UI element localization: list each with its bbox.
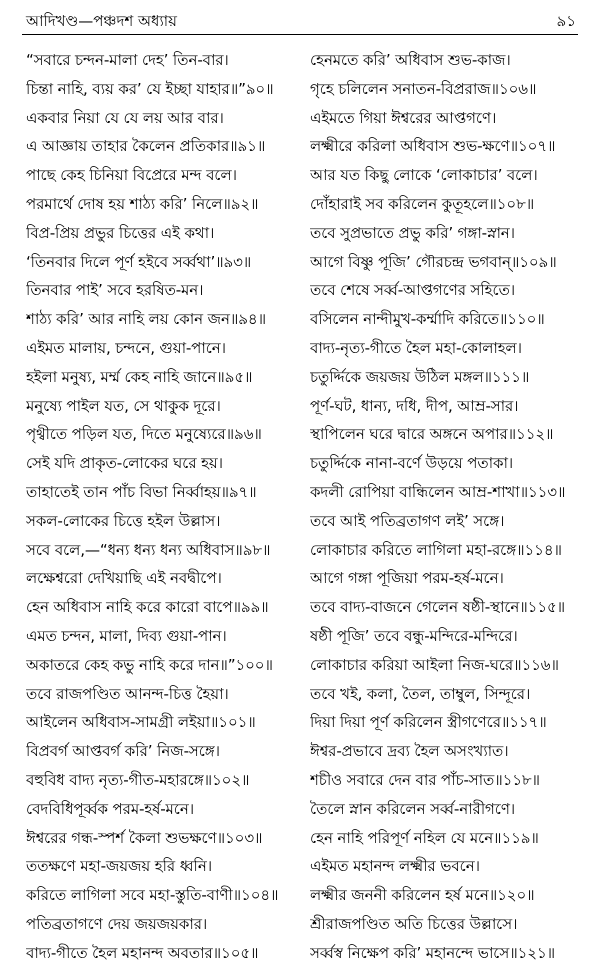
verse-line: চিন্তা নাহি, ব্যয় কর’ যে ইচ্ছা যাহার॥”৯০॥ [26,79,274,98]
verse-line: পৃথ্বীতে পড়িল যত, দিতে মনুষ্যেরে॥৯৬॥ [26,425,262,444]
verse-line: সকল-লোকের চিত্তে হইল উল্লাস। [26,511,221,530]
verse-line: এমত চন্দন, মালা, দিব্য গুয়া-পান। [26,626,227,645]
verse-line: লোকাচার করিতে লাগিলা মহা-রঙ্গে॥১১৪॥ [310,540,562,559]
verse-line: বাদ্য-গীতে হৈল মহানন্দ অবতার॥১০৫॥ [26,943,259,962]
verse-line: আগে গঙ্গা পূজিয়া পরম-হর্ষ-মনে। [310,569,504,588]
verse-line: এইমতে গিয়া ঈশ্বরের আপ্তগণে। [310,108,497,127]
verse-line: ঈশ্বরের গন্ধ-স্পর্শ কৈলা শুভক্ষণে॥১০৩॥ [26,828,263,847]
verse-line: সেই যদি প্রাকৃত-লোকের ঘরে হয়। [26,454,223,473]
verse-line: বসিলেন নান্দীমুখ-কর্ম্মাদি করিতে॥১১০॥ [310,310,545,329]
page-number: ৯১ [556,12,576,30]
verse-line: দোঁহারাই সব করিলেন কুতূহলে॥১০৮॥ [310,194,535,213]
verse-line: তবে রাজপণ্ডিত আনন্দ-চিত্ত হৈয়া। [26,684,229,703]
page-header [22,8,578,35]
verse-line: তবে বাদ্য-বাজনে গেলেন ষষ্ঠী-স্থানে॥১১৫॥ [310,598,566,617]
verse-line: পরমার্থে দোষ হয় শাঠ্য করি’ নিলে॥৯২॥ [26,194,259,213]
verse-line: এ আজ্ঞায় তাহার কৈলেন প্রতিকার॥৯১॥ [26,137,266,156]
verse-line: লক্ষ্মীরে করিলা অধিবাস শুভ-ক্ষণে॥১০৭॥ [310,137,556,156]
verse-line: বেদবিধিপূর্ব্বক পরম-হর্ষ-মনে। [26,799,194,818]
left-column [26,46,296,968]
verse-line: পূর্ণ-ঘট, ধান্য, দধি, দীপ, আম্র-সার। [310,396,519,415]
verse-line: আইলেন অধিবাস-সামগ্রী লইয়া॥১০১॥ [26,713,256,732]
verse-line: এইমত মহানন্দ লক্ষ্মীর ভবনে। [310,857,480,876]
verse-line: লোকাচার করিয়া আইলা নিজ-ঘরে॥১১৬॥ [310,655,559,674]
right-column [310,46,590,968]
verse-line: পতিব্রতাগণে দেয় জয়জয়কার। [26,914,208,933]
verse-line: কদলী রোপিয়া বান্ধিলেন আম্র-শাখা॥১১৩॥ [310,482,566,501]
verse-line: তিনবার পাই’ সবে হরষিত-মন। [26,281,204,300]
verse-line: বিপ্রবর্গ আপ্তবর্গ করি’ নিজ-সঙ্গে। [26,742,220,761]
verse-line: তবে সুপ্রভাতে প্রভু করি’ গঙ্গা-স্নান। [310,223,515,242]
verse-line: পাছে কেহ চিনিয়া বিপ্রেরে মন্দ বলে। [26,166,237,185]
verse-line: আর যত কিছু লোকে ‘লোকাচার’ বলে। [310,166,538,185]
verse-line: তবে শেষে সর্ব্ব-আপ্তগণের সহিতে। [310,281,515,300]
verse-line: মনুষ্যে পাইল যত, সে থাকুক দূরে। [26,396,221,415]
verse-line: সবে বলে,—“ধন্য ধন্য ধন্য অধিবাস॥৯৮॥ [26,540,271,559]
verse-line: করিতে লাগিলা সবে মহা-স্তুতি-বাণী॥১০৪॥ [26,886,279,905]
verse-line: লক্ষেশ্বরো দেখিয়াছি এই নবদ্বীপে। [26,569,222,588]
verse-line: এইমত মালায়, চন্দনে, গুয়া-পানে। [26,338,226,357]
verse-line: একবার নিয়া যে যে লয় আর বার। [26,108,224,127]
verse-line: লক্ষ্মীর জননী করিলেন হর্ষ মনে॥১২০॥ [310,886,535,905]
verse-line: চতুর্দ্দিকে নানা-বর্ণে উড়য়ে পতাকা। [310,454,514,473]
verse-line: আগে বিষ্ণু পূজি’ গৌরচন্দ্র ভগবান্॥১০৯॥ [310,252,557,271]
verse-line: গৃহে চলিলেন সনাতন-বিপ্ররাজ॥১০৬॥ [310,79,537,98]
verse-line: সর্ব্বস্ব নিক্ষেপ করি’ মহানন্দে ভাসে॥১২১॥ [310,943,555,962]
verse-line: শচীও সবারে দেন বার পাঁচ-সাত॥১১৮॥ [310,770,540,789]
verse-line: ততক্ষণে মহা-জয়জয় হরি ধ্বনি। [26,857,212,876]
verse-line: দিয়া দিয়া পূর্ণ করিলেন স্ত্রীগণেরে॥১১৭॥ [310,713,547,732]
verse-line: ‘তিনবার দিলে পূর্ণ হইবে সর্ব্বথা’॥৯৩॥ [26,252,252,271]
verse-line: চতুর্দ্দিকে জয়জয় উঠিল মঙ্গল॥১১১॥ [310,367,530,386]
verse-line: “সবারে চন্দন-মালা দেহ’ তিন-বার। [26,51,229,69]
verse-line: হেন নাহি পরিপূর্ণ নহিল যে মনে॥১১৯॥ [310,828,539,847]
verse-line: বাদ্য-নৃত্য-গীতে হৈল মহা-কোলাহল। [310,338,522,357]
verse-line: অকাতরে কেহ কভু নাহি করে দান॥”১০০॥ [26,655,273,674]
verse-line: ষষ্ঠী পূজি’ তবে বন্ধু-মন্দিরে-মন্দিরে। [310,626,518,645]
verse-line: হইলা মনুষ্য, মর্ম্ম কেহ নাহি জানে॥৯৫॥ [26,367,253,386]
verse-line: ঈশ্বর-প্রভাবে দ্রব্য হৈল অসংখ্যাত। [310,742,509,761]
verse-line: হেনমতে করি’ অধিবাস শুভ-কাজ। [310,51,511,69]
verse-line: শাঠ্য করি’ আর নাহি লয় কোন জন॥৯৪॥ [26,310,266,329]
verse-line: তাহাতেই তান পাঁচ বিভা নির্ব্বাহয়॥৯৭॥ [26,482,257,501]
verse-line: বিপ্র-প্রিয় প্রভুর চিত্তের এই কথা। [26,223,215,242]
running-head: আদিখণ্ড—পঞ্চদশ অধ্যায় [26,12,177,30]
verse-line: স্থাপিলেন ঘরে দ্বারে অঙ্গনে অপার॥১১২॥ [310,425,554,444]
verse-line: তবে খই, কলা, তৈল, তাম্বুল, সিন্দূরে। [310,684,531,703]
verse-line: তৈলে স্নান করিলেন সর্ব্ব-নারীগণে। [310,799,516,818]
verse-line: শ্রীরাজপণ্ডিত অতি চিত্তের উল্লাসে। [310,914,518,933]
verse-line: হেন অধিবাস নাহি করে কারো বাপে॥৯৯॥ [26,598,269,617]
verse-line: বহুবিধ বাদ্য নৃত্য-গীত-মহারঙ্গে॥১০২॥ [26,770,250,789]
verse-line: তবে আই পতিব্রতাগণ লই’ সঙ্গে। [310,511,505,530]
